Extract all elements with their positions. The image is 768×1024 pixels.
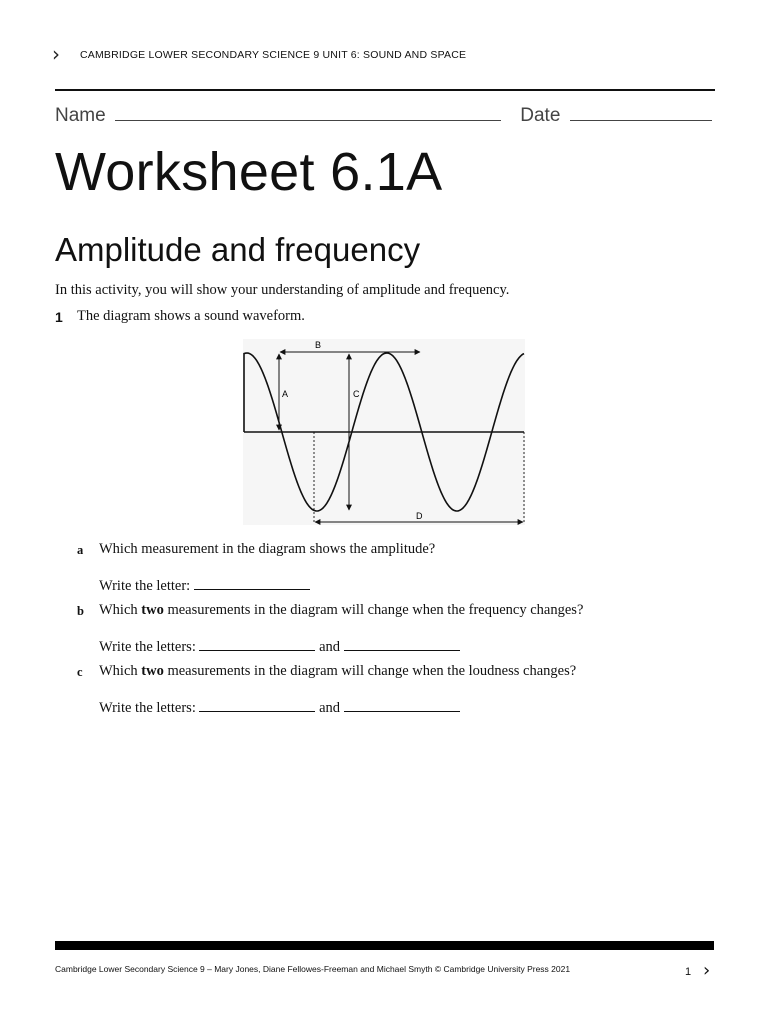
part-b-bold: two [141, 602, 164, 618]
part-c-answer-blank-2[interactable] [344, 697, 460, 712]
part-c-answer-blank-1[interactable] [199, 697, 315, 712]
part-a-question [99, 541, 435, 558]
next-page-chevron-icon[interactable]: › [703, 960, 711, 981]
part-b-and: and [319, 639, 341, 655]
part-b-prompt: Write the letters: [99, 639, 196, 655]
part-a-letter: a [77, 543, 84, 557]
part-c-and: and [319, 700, 341, 716]
date-label: Date [520, 105, 561, 126]
part-c-answer-row [99, 697, 460, 717]
header-breadcrumb: CAMBRIDGE LOWER SECONDARY SCIENCE 9 UNIT 6: SOUND AND SPACE [80, 49, 467, 61]
chevron-right-icon: › [52, 42, 60, 66]
part-b-answer-row [99, 636, 460, 656]
page-subtitle: Amplitude and frequency [55, 231, 421, 268]
intro-text: In this activity, you will show your understanding of amplitude and frequency. [55, 282, 510, 298]
question-number: 1 [55, 309, 63, 325]
label-a: A [282, 389, 289, 399]
header-divider [55, 89, 715, 91]
part-a-answer-row [99, 575, 310, 595]
part-b-answer-blank-2[interactable] [344, 636, 460, 651]
part-c-letter: c [77, 665, 83, 679]
page-number: 1 [685, 966, 692, 978]
part-b-answer-blank-1[interactable] [199, 636, 315, 651]
waveform-diagram [243, 339, 525, 525]
page-title: Worksheet 6.1A [55, 142, 443, 202]
question-text: The diagram shows a sound waveform. [77, 308, 305, 324]
name-field[interactable] [115, 104, 501, 121]
footer-credit: Cambridge Lower Secondary Science 9 – Mary Jones, Diane Fellowes-Freeman and Michael Smyth © Cambridge University Press 2021 [55, 964, 571, 974]
part-c-bold: two [141, 663, 164, 679]
part-a-answer-blank[interactable] [194, 575, 310, 590]
part-c-text-after: measurements in the diagram will change when the loudness changes? [163, 663, 577, 679]
footer-bar [55, 941, 714, 950]
label-b: B [315, 340, 322, 350]
part-c-question [99, 663, 576, 680]
label-c: C [353, 389, 360, 399]
part-c-prompt: Write the letters: [99, 700, 196, 716]
part-b-letter: b [77, 604, 84, 618]
part-a-text: Which measurement in the diagram shows the amplitude? [99, 541, 436, 557]
label-d: D [416, 511, 423, 521]
date-field[interactable] [570, 104, 712, 121]
part-b-text-after: measurements in the diagram will change when the frequency changes? [163, 602, 584, 618]
part-b-question [99, 602, 583, 619]
part-c-text-before: Which [99, 663, 142, 679]
name-date-row [55, 104, 712, 127]
part-b-text-before: Which [99, 602, 142, 618]
name-label: Name [55, 105, 106, 126]
part-a-prompt: Write the letter: [99, 578, 191, 594]
